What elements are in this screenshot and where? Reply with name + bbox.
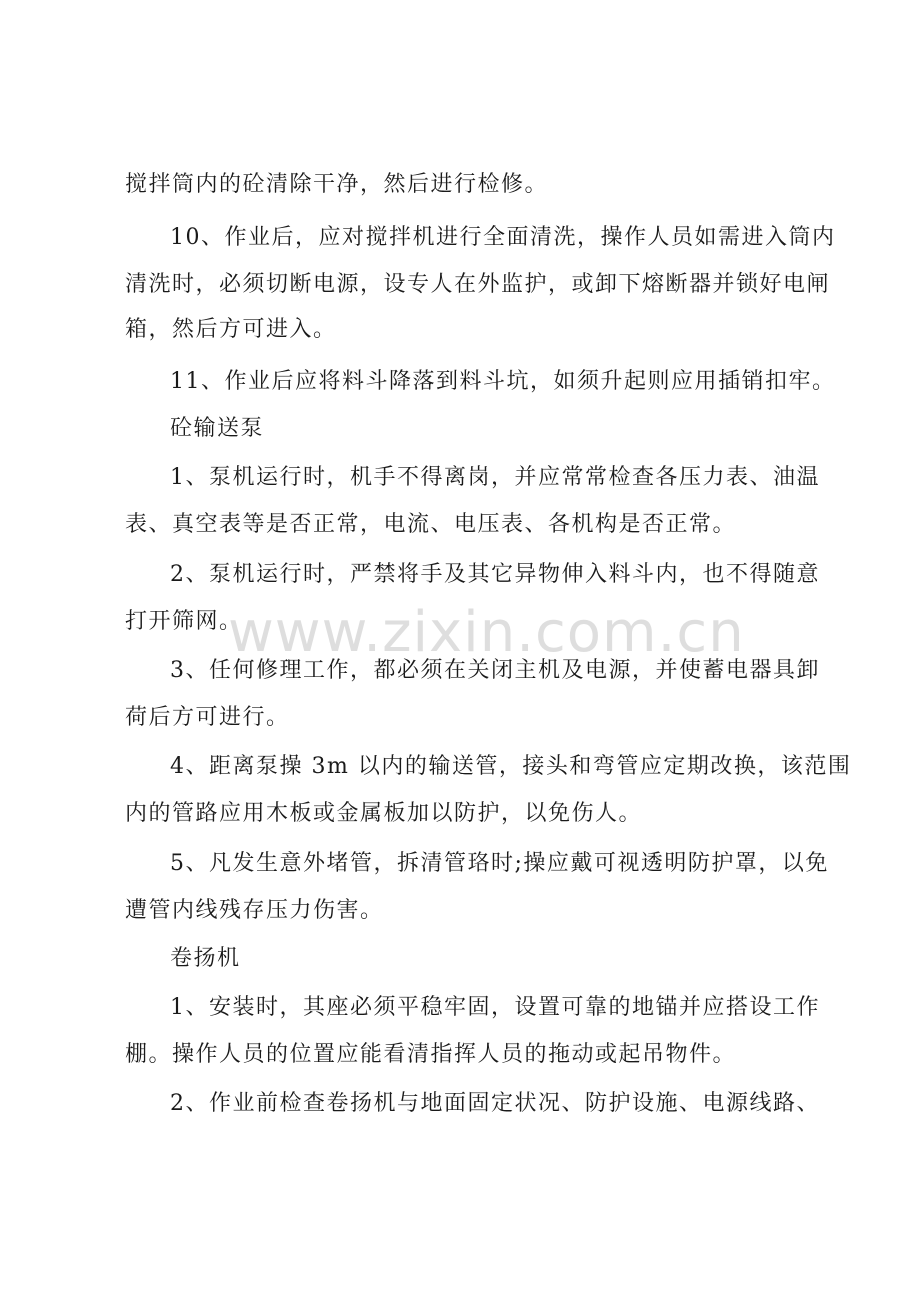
text-line: 11、作业后应将料斗降落到料斗坑，如须升起则应用插销扣牢。 <box>170 369 836 394</box>
text-line: 遭管内线残存压力伤害。 <box>125 898 384 923</box>
text-line: 荷后方可进行。 <box>125 705 290 730</box>
section-heading: 砼输送泵 <box>170 416 265 441</box>
watermark: www.zixin.com.cn <box>228 600 745 665</box>
text-line: 3、任何修理工作，都必须在关闭主机及电源，并使蓄电器具卸 <box>170 658 820 683</box>
text-line: 5、凡发生意外堵管，拆清管珞时;操应戴可视透明防护罩，以免 <box>170 851 829 876</box>
text-line: 4、距离泵操 3m 以内的输送管，接头和弯管应定期改换，该范围 <box>170 754 852 779</box>
text-line: 箱，然后方可进入。 <box>125 317 337 342</box>
text-line: 内的管路应用木板或金属板加以防护，以免伤人。 <box>125 801 643 826</box>
text-line: 1、安装时，其座必须平稳牢固，设置可靠的地锚并应搭设工作 <box>170 995 820 1020</box>
text-line: 清洗时，必须切断电源，设专人在外监护，或卸下熔断器并锁好电闸 <box>125 272 831 297</box>
text-line: 2、泵机运行时，严禁将手及其它异物伸入料斗内，也不得随意 <box>170 562 820 587</box>
text-line: 2、作业前检查卷扬机与地面固定状况、防护设施、电源线路、 <box>170 1091 820 1116</box>
text-line: 打开筛网。 <box>125 609 243 634</box>
text-line: 搅拌筒内的砼清除干净，然后进行检修。 <box>125 172 549 197</box>
text-line: 表、真空表等是否正常，电流、电压表、各机构是否正常。 <box>125 512 737 537</box>
text-line: 10、作业后，应对搅拌机进行全面清洗，操作人员如需进入筒内 <box>170 225 836 250</box>
text-line: 棚。操作人员的位置应能看清指挥人员的拖动或起吊物件。 <box>125 1042 737 1067</box>
text-line: 1、泵机运行时，机手不得离岗，并应常常检查各压力表、油温 <box>170 465 820 490</box>
section-heading: 卷扬机 <box>170 946 241 971</box>
